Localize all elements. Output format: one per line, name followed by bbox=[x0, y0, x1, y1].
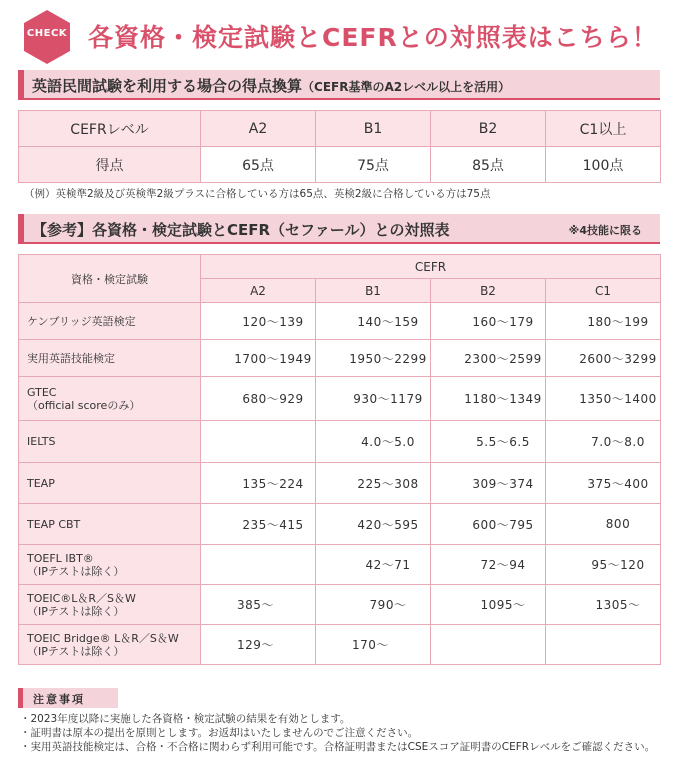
exam-name bbox=[19, 585, 201, 625]
exam-name-sub: （IPテストは除く） bbox=[27, 564, 125, 578]
note-item: ・実用英語技能検定は、合格・不合格に関わらず利用可能です。合格証明書またはCSEスコア証明書のCEFRレベルをご確認ください。 bbox=[20, 741, 656, 753]
level-a2: A2 bbox=[201, 111, 316, 147]
score-c1: 100点 bbox=[546, 147, 661, 183]
score-b1: 4.0〜5.0 bbox=[316, 421, 431, 463]
table-row bbox=[19, 340, 661, 377]
score-b2: 309〜374 bbox=[431, 463, 546, 504]
cefr-level-label: CEFRレベル bbox=[19, 111, 201, 147]
table-row bbox=[19, 377, 661, 421]
exam-name-label: TOEIC Bridge® L＆R／S＆W bbox=[27, 631, 179, 645]
level-b1: B1 bbox=[316, 279, 431, 303]
score-b2: 5.5〜6.5 bbox=[431, 421, 546, 463]
section1-title: 英語民間試験を利用する場合の得点換算（CEFR基準のA2レベル以上を活用） bbox=[32, 77, 511, 95]
table-row bbox=[19, 585, 661, 625]
score-c1: 1305〜 bbox=[546, 585, 661, 625]
exam-name-label: TOEFL IBT® bbox=[27, 551, 94, 565]
exam-name bbox=[19, 625, 201, 665]
exam-name-label: TEAP bbox=[27, 476, 55, 490]
score-b2: 2300〜2599 bbox=[431, 340, 546, 377]
exam-name-label: TEAP CBT bbox=[27, 517, 81, 531]
check-badge-label: CHECK bbox=[26, 28, 68, 39]
score-b1: 790〜 bbox=[316, 585, 431, 625]
exam-name bbox=[19, 303, 201, 340]
score-c1: 2600〜3299 bbox=[546, 340, 661, 377]
exam-name bbox=[19, 504, 201, 545]
score-a2: 129〜 bbox=[201, 625, 316, 665]
score-b2: 160〜179 bbox=[431, 303, 546, 340]
score-a2: 680〜929 bbox=[201, 377, 316, 421]
level-b2: B2 bbox=[431, 111, 546, 147]
score-b2: 85点 bbox=[431, 147, 546, 183]
score-b1: 420〜595 bbox=[316, 504, 431, 545]
score-a2: 120〜139 bbox=[201, 303, 316, 340]
table-row bbox=[19, 303, 661, 340]
score-a2: 385〜 bbox=[201, 585, 316, 625]
section1-header bbox=[18, 70, 660, 100]
notes-list bbox=[20, 712, 655, 754]
exam-name-sub: （IPテストは除く） bbox=[27, 604, 125, 618]
exam-name bbox=[19, 545, 201, 585]
score-b2: 72〜94 bbox=[431, 545, 546, 585]
note-item: ・2023年度以降に実施した各資格・検定試験の結果を有効とします。 bbox=[20, 713, 351, 725]
section2-header bbox=[18, 214, 660, 244]
score-a2: 65点 bbox=[201, 147, 316, 183]
exam-name-label: IELTS bbox=[27, 435, 56, 448]
exam-name bbox=[19, 421, 201, 463]
score-b1: 170〜 bbox=[316, 625, 431, 665]
score-a2: 235〜415 bbox=[201, 504, 316, 545]
exam-name bbox=[19, 340, 201, 377]
level-c1: C1以上 bbox=[546, 111, 661, 147]
example-note: （例）英検準2級及び英検準2級プラスに合格している方は65点、英検2級に合格している方は75点 bbox=[24, 188, 491, 200]
notes-title: 注意事項 bbox=[33, 693, 85, 706]
exam-name bbox=[19, 463, 201, 504]
cefr-header: CEFR bbox=[201, 255, 661, 279]
score-c1: 7.0〜8.0 bbox=[546, 421, 661, 463]
score-c1: 375〜400 bbox=[546, 463, 661, 504]
score-b1: 1950〜2299 bbox=[316, 340, 431, 377]
table-row bbox=[19, 625, 661, 665]
table-row bbox=[19, 111, 661, 147]
score-c1: 95〜120 bbox=[546, 545, 661, 585]
level-b2: B2 bbox=[431, 279, 546, 303]
score-c1: 1350〜1400 bbox=[546, 377, 661, 421]
table-row bbox=[19, 147, 661, 183]
score-b1: 930〜1179 bbox=[316, 377, 431, 421]
score-a2 bbox=[201, 421, 316, 463]
exam-name-label: ケンブリッジ英語検定 bbox=[27, 314, 136, 328]
section2-note: ※4技能に限る bbox=[568, 224, 642, 237]
cefr-comparison-table bbox=[18, 254, 661, 665]
page-title: 各資格・検定試験とCEFRとの対照表はこちら！ bbox=[88, 23, 658, 52]
table-header-row bbox=[19, 255, 661, 279]
page-header bbox=[14, 8, 674, 58]
table-row bbox=[19, 545, 661, 585]
level-c1: C1 bbox=[546, 279, 661, 303]
exam-name-label: 実用英語技能検定 bbox=[27, 351, 115, 365]
score-a2: 1700〜1949 bbox=[201, 340, 316, 377]
score-b1: 140〜159 bbox=[316, 303, 431, 340]
table-row bbox=[19, 504, 661, 545]
table-row bbox=[19, 463, 661, 504]
exam-name-sub: （IPテストは除く） bbox=[27, 644, 125, 658]
notes-header bbox=[18, 688, 118, 708]
score-label: 得点 bbox=[19, 147, 201, 183]
score-conversion-table bbox=[18, 110, 661, 183]
score-c1: 800 bbox=[546, 504, 661, 545]
score-c1 bbox=[546, 625, 661, 665]
score-a2: 135〜224 bbox=[201, 463, 316, 504]
score-c1: 180〜199 bbox=[546, 303, 661, 340]
score-a2 bbox=[201, 545, 316, 585]
section2-title: 【参考】各資格・検定試験とCEFR（セファール）との対照表 bbox=[32, 221, 450, 239]
score-b1: 42〜71 bbox=[316, 545, 431, 585]
note-item: ・証明書は原本の提出を原則とします。お返却はいたしませんのでご注意ください。 bbox=[20, 727, 419, 739]
score-b1: 75点 bbox=[316, 147, 431, 183]
exam-column-header: 資格・検定試験 bbox=[19, 255, 201, 303]
score-b2: 600〜795 bbox=[431, 504, 546, 545]
level-a2: A2 bbox=[201, 279, 316, 303]
level-b1: B1 bbox=[316, 111, 431, 147]
score-b1: 225〜308 bbox=[316, 463, 431, 504]
score-b2: 1180〜1349 bbox=[431, 377, 546, 421]
exam-name bbox=[19, 377, 201, 421]
exam-name-label: GTEC bbox=[27, 385, 57, 399]
exam-name-label: TOEIC®L＆R／S＆W bbox=[27, 591, 136, 605]
exam-name-sub: （official scoreのみ） bbox=[27, 398, 141, 412]
table-row bbox=[19, 421, 661, 463]
score-b2 bbox=[431, 625, 546, 665]
score-b2: 1095〜 bbox=[431, 585, 546, 625]
